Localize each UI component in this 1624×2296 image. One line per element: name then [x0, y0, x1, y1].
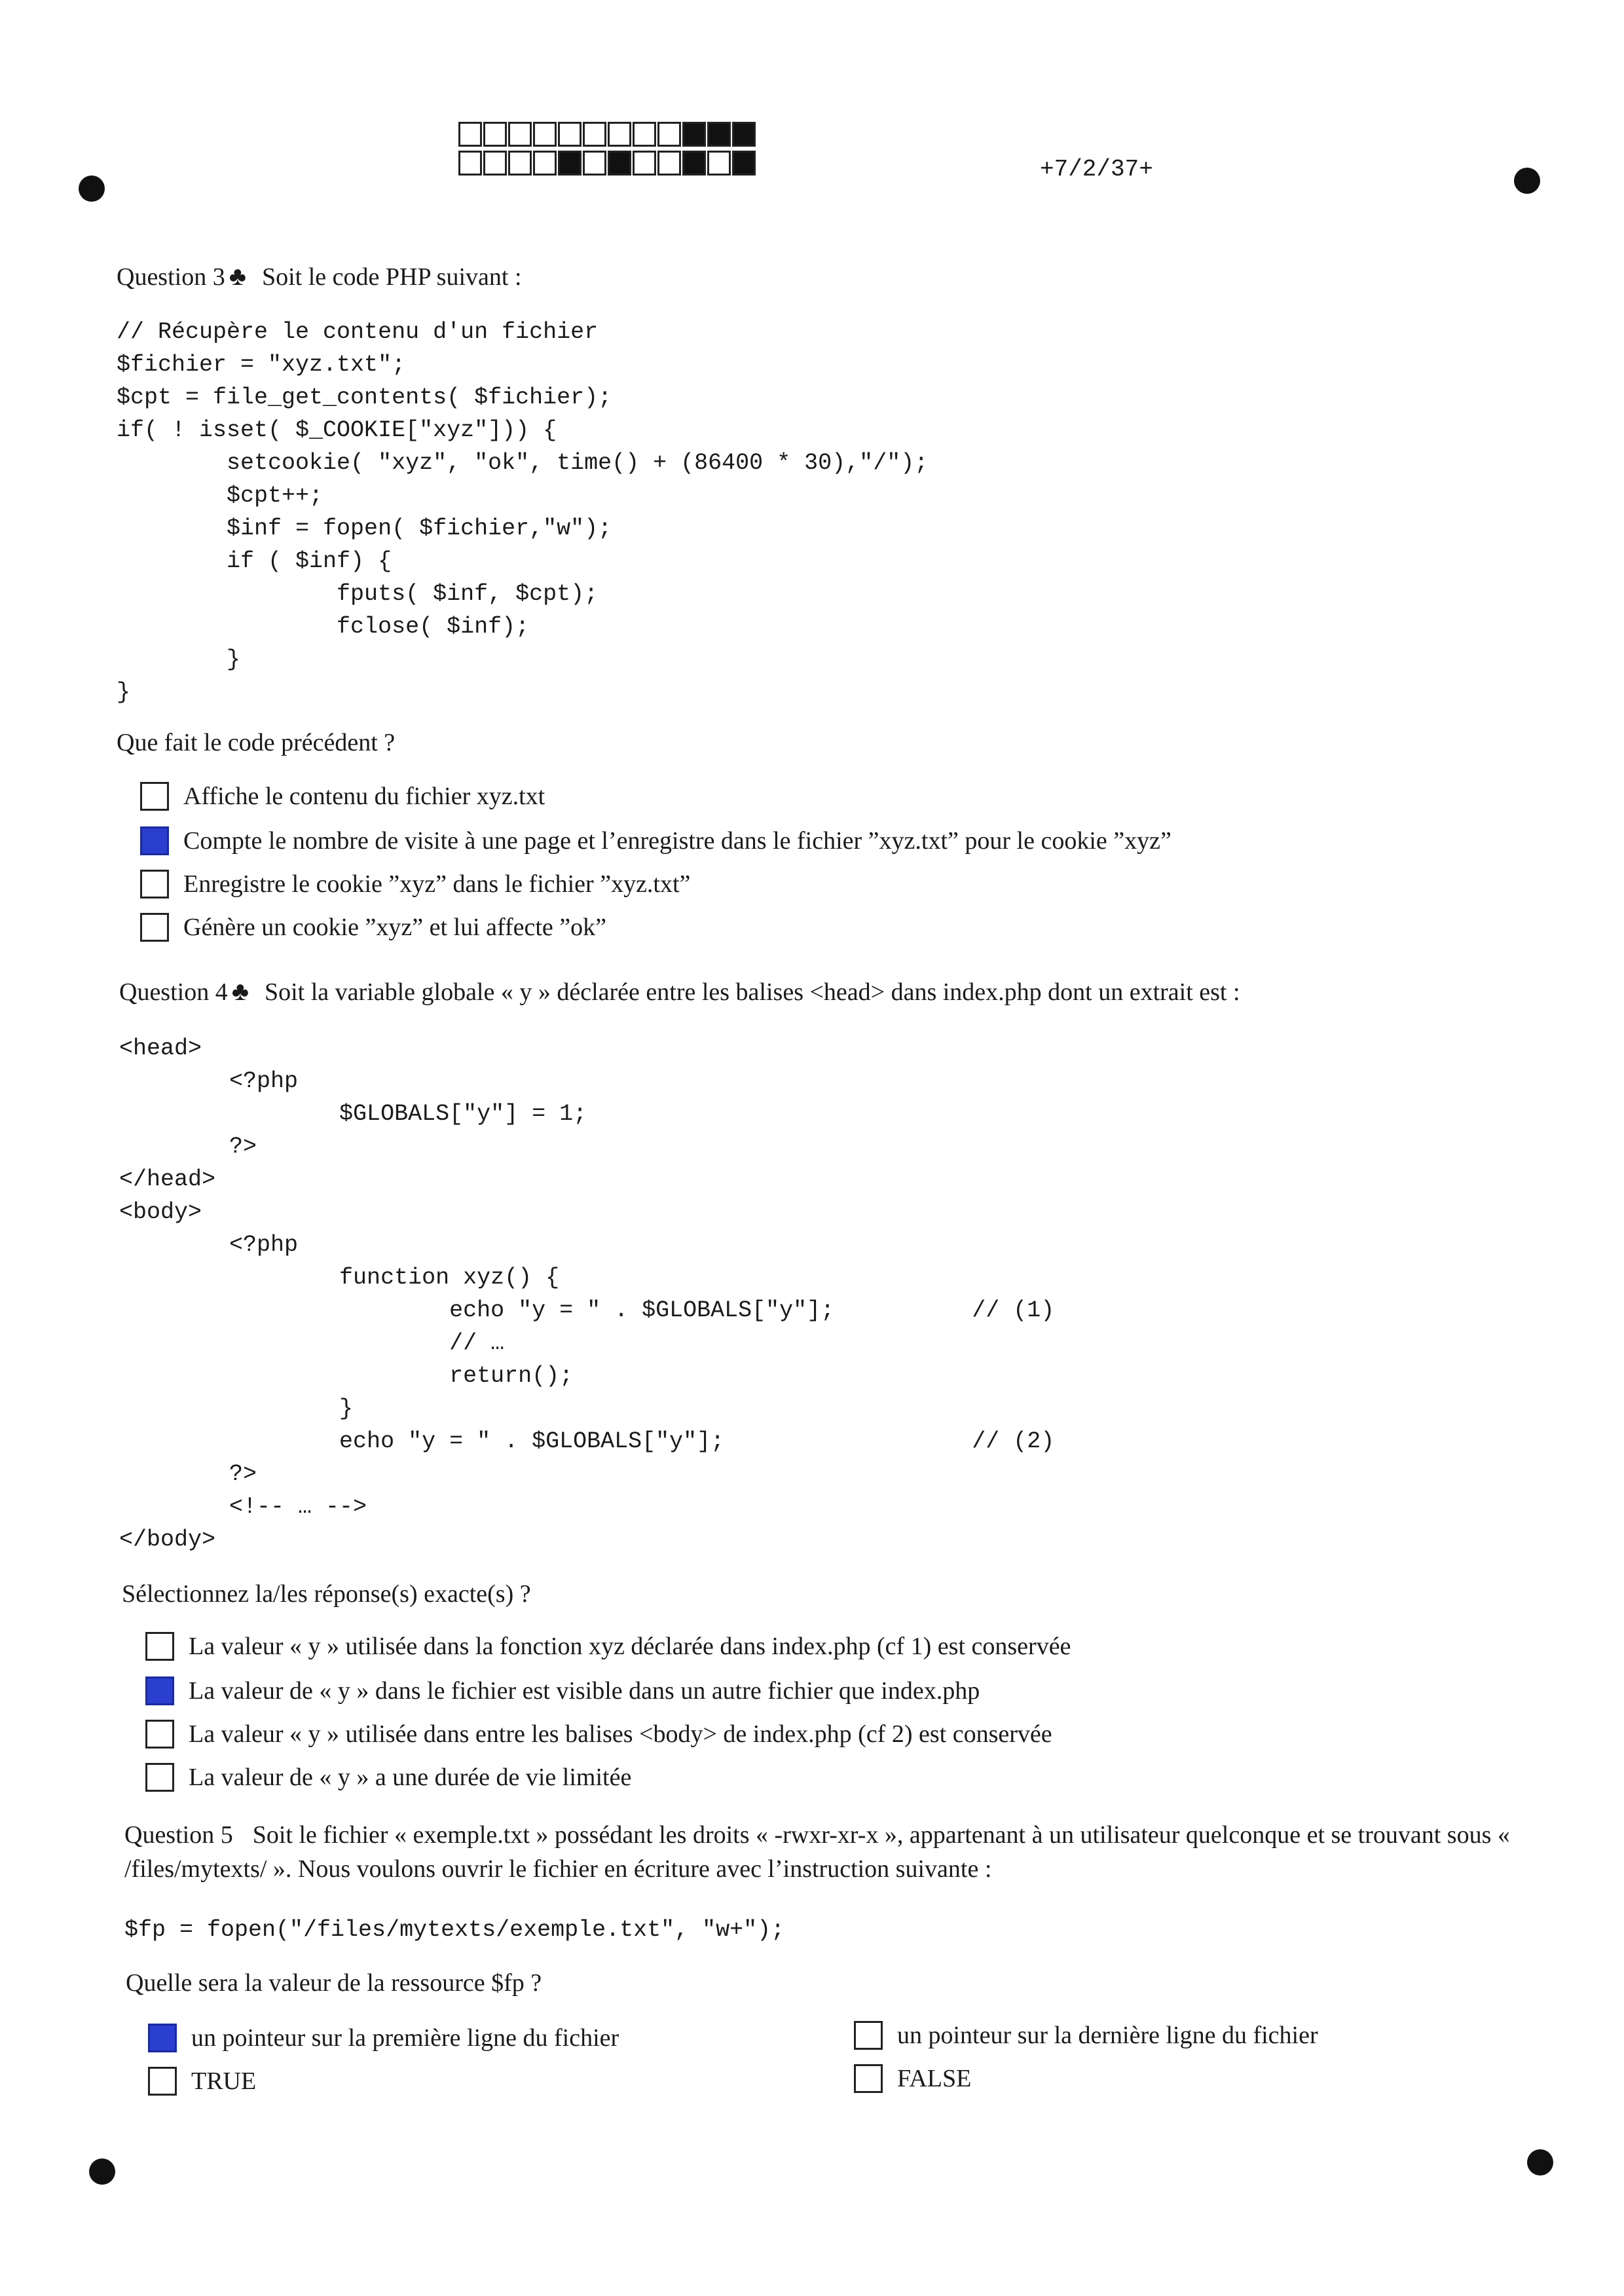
question-4-header	[119, 976, 1240, 1007]
barcode-cell	[657, 151, 681, 176]
option-label: un pointeur sur la dernière ligne du fichier	[897, 2022, 1318, 2049]
barcode-cell	[483, 122, 507, 147]
registration-mark-top-left	[79, 176, 105, 202]
barcode-cell	[558, 151, 581, 176]
barcode-cell	[483, 151, 507, 176]
barcode-cell	[608, 151, 631, 176]
option-label: La valeur « y » utilisée dans la fonction xyz déclarée dans index.php (cf 1) est conservée	[189, 1633, 1071, 1660]
question-4-intro: Soit la variable globale « y » déclarée entre les balises <head> dans index.php dont un extrait est :	[264, 978, 1240, 1006]
checkbox[interactable]	[140, 870, 169, 898]
question-3-option-4[interactable]	[140, 913, 606, 942]
barcode-cell	[533, 122, 557, 147]
option-label: un pointeur sur la première ligne du fichier	[191, 2024, 619, 2052]
barcode-cell	[508, 122, 532, 147]
option-label: Enregistre le cookie ”xyz” dans le fichier ”xyz.txt”	[183, 870, 691, 898]
checkbox[interactable]	[145, 1632, 174, 1661]
question-4-option-1[interactable]	[145, 1632, 1071, 1661]
barcode-cell	[707, 122, 731, 147]
club-icon: ♣	[229, 261, 246, 291]
barcode-cell	[682, 151, 706, 176]
barcode-cell	[583, 122, 606, 147]
checkbox[interactable]	[140, 782, 169, 811]
barcode-cell	[508, 151, 532, 176]
option-label: La valeur « y » utilisée dans entre les balises <body> de index.php (cf 2) est conservée	[189, 1720, 1052, 1748]
barcode-cell	[732, 151, 756, 176]
checkbox-checked[interactable]	[140, 826, 169, 855]
page-barcode	[458, 122, 757, 179]
page-id: +7/2/37+	[1040, 156, 1153, 183]
question-4-option-2[interactable]	[145, 1676, 980, 1705]
club-icon: ♣	[231, 976, 249, 1006]
option-label: La valeur de « y » a une durée de vie limitée	[189, 1764, 632, 1791]
question-3-prompt: Que fait le code précédent ?	[117, 729, 396, 756]
question-3-option-2[interactable]	[140, 826, 1172, 855]
option-label: Génère un cookie ”xyz” et lui affecte ”ok”	[183, 914, 606, 941]
option-label: Compte le nombre de visite à une page et l’enregistre dans le fichier ”xyz.txt” pour le cookie ”xyz”	[183, 827, 1172, 855]
registration-mark-bottom-right	[1527, 2149, 1553, 2176]
question-3-header	[117, 261, 522, 291]
checkbox[interactable]	[140, 913, 169, 942]
checkbox[interactable]	[854, 2021, 883, 2050]
question-4-option-4[interactable]	[145, 1763, 631, 1792]
barcode-cell	[533, 151, 557, 176]
question-3-intro: Soit le code PHP suivant :	[261, 263, 522, 291]
barcode-row	[458, 122, 757, 147]
checkbox[interactable]	[145, 1720, 174, 1749]
option-label: La valeur de « y » dans le fichier est visible dans un autre fichier que index.php	[189, 1677, 980, 1705]
question-5-header	[124, 1818, 1591, 1886]
question-4-option-3[interactable]	[145, 1720, 1052, 1749]
checkbox[interactable]	[148, 2067, 177, 2096]
question-5-option-4[interactable]	[854, 2064, 971, 2093]
question-3-option-1[interactable]	[140, 782, 545, 811]
registration-mark-top-right	[1514, 168, 1540, 194]
option-label: TRUE	[191, 2067, 257, 2095]
question-5-intro: Soit le fichier « exemple.txt » possédant les droits « -rwxr-xr-x », appartenant à un utilisateur quelconque et se trouvant sous « /files/mytexts/ ». Nous voulons ouvrir le fichier en écriture avec l’instruction suivante :	[124, 1821, 1510, 1883]
question-5-code: $fp = fopen("/files/mytexts/exemple.txt", "w+");	[124, 1917, 785, 1943]
barcode-cell	[558, 122, 581, 147]
question-5-label: Question 5	[124, 1821, 233, 1849]
barcode-cell	[682, 122, 706, 147]
barcode-cell	[657, 122, 681, 147]
question-4-label: Question 4	[119, 978, 228, 1006]
option-label: Affiche le contenu du fichier xyz.txt	[183, 783, 545, 810]
question-3-label: Question 3	[117, 263, 225, 291]
question-4-code: <head> <?php $GLOBALS["y"] = 1; ?> </head> <body> <?php function xyz() { echo "y = " . $GLOBALS["y"]; // (1) // … return(); } echo "y = " . $GLOBALS["y"]; // (2) ?> <!-- … --> </body>	[119, 1035, 1055, 1553]
checkbox[interactable]	[854, 2064, 883, 2093]
barcode-cell	[458, 122, 482, 147]
question-3-code: // Récupère le contenu d'un fichier $fichier = "xyz.txt"; $cpt = file_get_contents( $fichier); if( ! isset( $_COOKIE["xyz"])) { setcookie( "xyz", "ok", time() + (86400 * 30),"/"); $cpt++; $inf = fopen( $fichier,"w"); if ( $inf) { fputs( $inf, $cpt); fclose( $inf); } }	[117, 319, 929, 705]
question-5-prompt: Quelle sera la valeur de la ressource $fp ?	[126, 1969, 542, 1997]
barcode-cell	[633, 122, 656, 147]
barcode-cell	[583, 151, 606, 176]
checkbox[interactable]	[145, 1763, 174, 1792]
question-5-option-1[interactable]	[148, 2024, 619, 2052]
barcode-cell	[732, 122, 756, 147]
registration-mark-bottom-left	[89, 2158, 115, 2185]
question-5-option-3[interactable]	[148, 2067, 256, 2096]
question-5-option-2[interactable]	[854, 2021, 1318, 2050]
checkbox-checked[interactable]	[145, 1676, 174, 1705]
barcode-cell	[633, 151, 656, 176]
barcode-cell	[608, 122, 631, 147]
barcode-cell	[458, 151, 482, 176]
option-label: FALSE	[897, 2065, 972, 2092]
checkbox-checked[interactable]	[148, 2024, 177, 2052]
question-4-prompt: Sélectionnez la/les réponse(s) exacte(s) ?	[122, 1580, 531, 1608]
barcode-cell	[707, 151, 731, 176]
barcode-row	[458, 151, 757, 176]
question-3-option-3[interactable]	[140, 870, 690, 898]
